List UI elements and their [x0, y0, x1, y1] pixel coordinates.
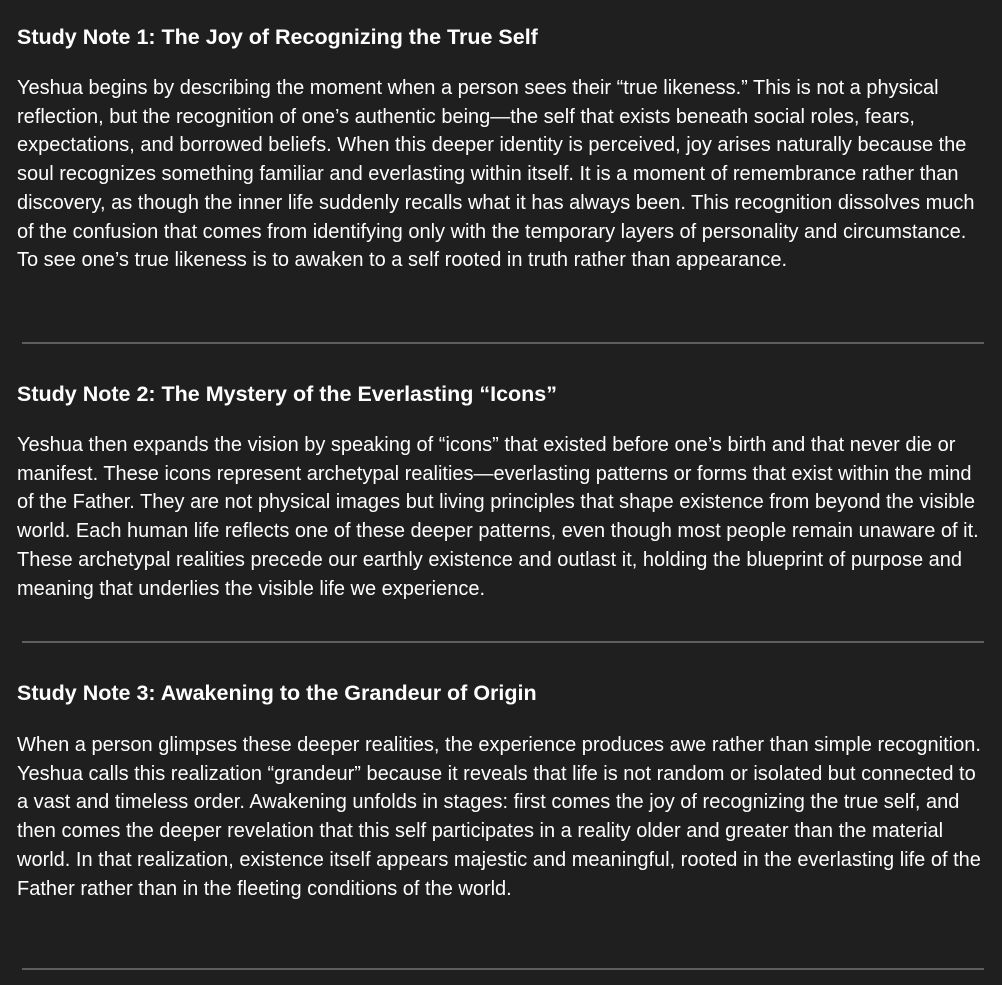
study-note-2-body: Yeshua then expands the vision by speaking of “icons” that existed before one’s birth and that never die or manifest. These icons represent archetypal realities—everlasting patterns or forms that exist within the mind of the Father. They are not physical images but living principles that shape existence from beyond the visible world. Each human life reflects one of these deeper patterns, even though most people remain unaware of it. These archetypal realities precede our earthly existence and outlast it, holding the blueprint of purpose and meaning that underlies the visible life we experience. — [17, 434, 979, 600]
section-divider — [22, 641, 984, 643]
section-divider — [22, 968, 984, 970]
section-divider — [22, 342, 984, 344]
study-note-3-title: Study Note 3: Awakening to the Grandeur of Origin — [17, 681, 537, 705]
study-note-1-body: Yeshua begins by describing the moment when a person sees their “true likeness.” This is not a physical reflection, but the recognition of one’s authentic being—the self that exists beneath social roles, fears, expectations, and borrowed beliefs. When this deeper identity is perceived, joy arises naturally because the soul recognizes something familiar and everlasting within itself. It is a moment of remembrance rather than discovery, as though the inner life suddenly recalls what it has always been. This recognition dissolves much of the confusion that comes from identifying only with the temporary layers of personality and circumstance. To see one’s true likeness is to awaken to a self rooted in truth rather than appearance. — [17, 77, 975, 272]
study-note-1-title: Study Note 1: The Joy of Recognizing the True Self — [17, 25, 538, 49]
study-note-2-title: Study Note 2: The Mystery of the Everlasting “Icons” — [17, 382, 557, 406]
study-note-3-body: When a person glimpses these deeper realities, the experience produces awe rather than simple recognition. Yeshua calls this realization “grandeur” because it reveals that life is not random or isolated but connected to a vast and timeless order. Awakening unfolds in stages: first comes the joy of recognizing the true self, and then comes the deeper revelation that this self participates in a reality older and greater than the material world. In that realization, existence itself appears majestic and meaningful, rooted in the everlasting life of the Father rather than in the fleeting conditions of the world. — [17, 734, 981, 900]
